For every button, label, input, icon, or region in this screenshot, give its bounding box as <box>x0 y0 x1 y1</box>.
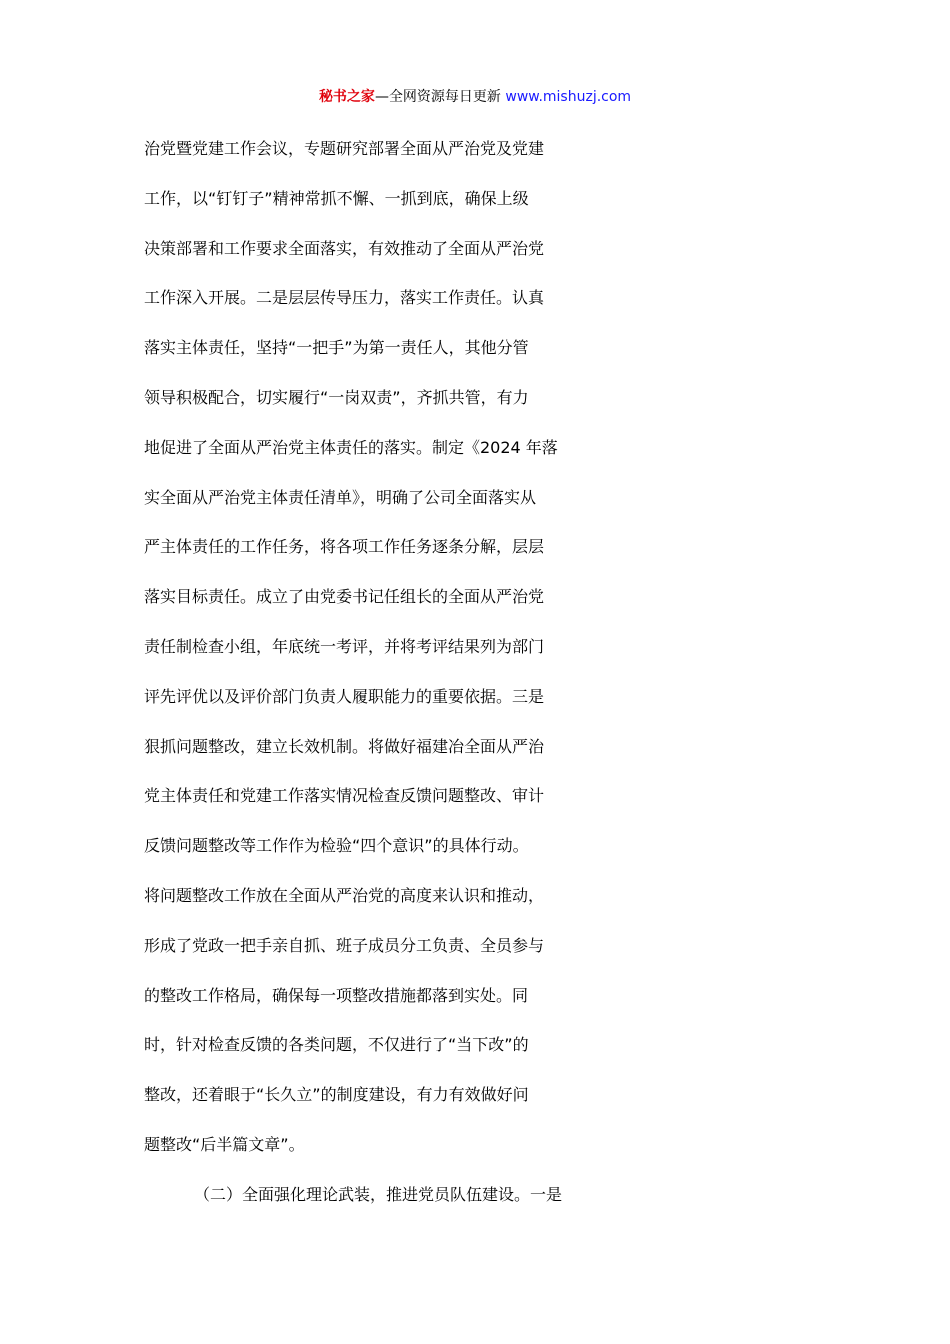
body-line: 责任制检查小组，年底统一考评，并将考评结果列为部门 <box>144 636 545 656</box>
body-line: 的整改工作格局，确保每一项整改措施都落到实处。同 <box>144 985 529 1005</box>
body-line: 地促进了全面从严治党主体责任的落实。制定《2024 年落 <box>144 437 558 457</box>
body-line: 实全面从严治党主体责任清单》，明确了公司全面落实从 <box>144 487 537 507</box>
header-tagline: —全网资源每日更新 <box>374 89 506 105</box>
body-line: 整改，还着眼于“长久立”的制度建设，有力有效做好问 <box>144 1085 529 1105</box>
body-line: 时，针对检查反馈的各类问题，不仅进行了“当下改”的 <box>144 1035 529 1055</box>
body-line: 工作，以“钉钉子”精神常抓不懈、一抓到底，确保上级 <box>144 188 529 208</box>
body-line: 形成了党政一把手亲自抓、班子成员分工负责、全员参与 <box>144 935 545 955</box>
brand-name: 秘书之家 <box>318 89 375 105</box>
site-url-link[interactable]: www.mishuzj.com <box>505 89 632 105</box>
body-line: 落实主体责任，坚持“一把手”为第一责任人，其他分管 <box>144 338 529 358</box>
document-body <box>144 124 824 1220</box>
body-line: 评先评优以及评价部门负责人履职能力的重要依据。三是 <box>144 686 545 706</box>
section-heading-line: （二）全面强化理论武装，推进党员队伍建设。一是 <box>194 1184 563 1204</box>
body-line: 决策部署和工作要求全面落实，有效推动了全面从严治党 <box>144 238 545 258</box>
body-line: 落实目标责任。成立了由党委书记任组长的全面从严治党 <box>144 587 545 607</box>
body-line: 严主体责任的工作任务，将各项工作任务逐条分解，层层 <box>144 537 545 557</box>
body-line: 工作深入开展。二是层层传导压力，落实工作责任。认真 <box>144 288 545 308</box>
body-line: 狠抓问题整改，建立长效机制。将做好福建冶全面从严治 <box>144 736 545 756</box>
body-line: 党主体责任和党建工作落实情况检查反馈问题整改、审计 <box>144 786 545 806</box>
body-line: 题整改“后半篇文章”。 <box>144 1134 305 1154</box>
page-header <box>0 80 950 114</box>
body-line: 领导积极配合，切实履行“一岗双责”，齐抓共管，有力 <box>144 387 529 407</box>
body-line: 将问题整改工作放在全面从严治党的高度来认识和推动， <box>144 885 545 905</box>
body-line: 反馈问题整改等工作作为检验“四个意识”的具体行动。 <box>144 836 529 856</box>
body-line: 治党暨党建工作会议，专题研究部署全面从严治党及党建 <box>144 139 545 158</box>
